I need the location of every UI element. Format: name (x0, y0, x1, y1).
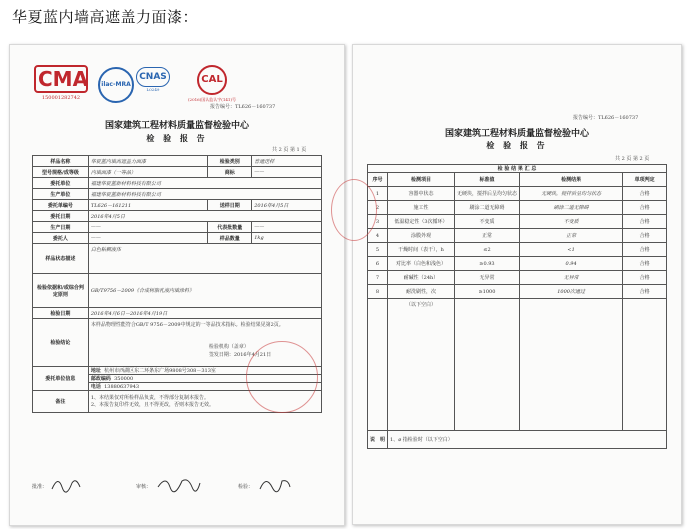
table-row (33, 167, 322, 178)
form-value: —— (88, 222, 207, 233)
report-title: 国家建筑工程材料质量监督检验中心 (104, 121, 249, 131)
table-cell: ≤2 (454, 243, 519, 257)
table-row (33, 189, 322, 200)
table-cell: 刷涂二道无障碍 (454, 201, 519, 215)
seam-seal-stamp (331, 179, 377, 241)
report-page-1[interactable] (9, 44, 345, 526)
form-label: 生产单位 (33, 189, 89, 200)
column-header: 检测项目 (388, 173, 455, 187)
form-label: 委托单位信息 (33, 367, 89, 391)
table-cell: 1 (368, 187, 388, 201)
table-cell: <1 (519, 243, 622, 257)
table-cell: 正常 (454, 229, 519, 243)
table-cell (368, 299, 388, 431)
table-cell: 正常 (519, 229, 622, 243)
reviewer-label: 审核： (136, 484, 152, 490)
table-cell (623, 299, 667, 431)
note-label: 说 明 (368, 431, 388, 449)
form-label: 检验日期 (33, 308, 89, 319)
table-row (33, 233, 322, 244)
report-subtitle: 检 验 报 告 (486, 140, 548, 150)
table-cell: 无异常 (454, 271, 519, 285)
table-cell (519, 299, 622, 431)
page-count: 共 2 页 第 1 页 (272, 147, 307, 153)
cal-logo-icon: CAL (2016)国认监认字(141)号 (184, 65, 240, 103)
table-cell: 耐碱性（24h） (388, 271, 455, 285)
table-cell: 对比率（白色和浅色） (388, 257, 455, 271)
table-row (368, 201, 667, 215)
table-row (368, 187, 667, 201)
form-value: 华夏蓝内墙高遮盖力面漆 (88, 156, 207, 167)
table-row (368, 229, 667, 243)
red-seal-stamp (246, 341, 318, 413)
form-label: 委托日期 (33, 211, 89, 222)
column-header: 标准值 (454, 173, 519, 187)
table-cell: ≥1000 (454, 285, 519, 299)
remark-line: 1、本结果仅对所检样品负责，不得部分复制本报告。 (90, 394, 210, 401)
table-cell: 合格 (623, 229, 667, 243)
table-cell: 干燥时间（表干），h (388, 243, 455, 257)
table-cell: 合格 (623, 187, 667, 201)
approver-label: 批准： (32, 484, 48, 490)
report-number: 报告编号：TL626－160737 (573, 115, 639, 121)
form-value: 内墙面漆（一等品） (88, 167, 207, 178)
table-row (368, 431, 667, 449)
table-cell: 合格 (623, 201, 667, 215)
tester-label: 检验： (238, 484, 254, 490)
remark-line: 2、本报告复印件无效，且不得更改，否则本报告无效。 (90, 401, 215, 408)
form-label: 委托单位 (33, 178, 89, 189)
table-row (368, 165, 667, 173)
form-value: 1kg (252, 233, 322, 244)
form-value: GB/T9756－2009《合成树脂乳液内墙涂料》 (88, 274, 321, 308)
table-cell: 2 (368, 201, 388, 215)
client-phone: 电话 13880637943 (88, 383, 321, 391)
column-header: 检测结果 (519, 173, 622, 187)
client-postcode: 邮政编码 350000 (88, 375, 321, 383)
table-row (368, 257, 667, 271)
table-row (368, 299, 667, 431)
table-cell: 涂膜外观 (388, 229, 455, 243)
report-number: 报告编号：TL626－160737 (210, 104, 276, 110)
table-header-row (368, 173, 667, 187)
column-header: 序号 (368, 173, 388, 187)
form-value: 2016年4月6日－2016年4月19日 (88, 308, 321, 319)
table-cell: 无硬块，搅拌后呈均匀状态 (454, 187, 519, 201)
table-cell: 合格 (623, 243, 667, 257)
table-cell: ≥0.93 (454, 257, 519, 271)
table-cell (454, 299, 519, 431)
form-value: 普通送样 (252, 156, 322, 167)
table-cell: 无异常 (519, 271, 622, 285)
form-label: 检验类别 (208, 156, 252, 167)
table-cell: 1000次通过 (519, 285, 622, 299)
conclusion-text: 本样品物理性能符合GB/T 9756－2009中规定的一等品技术指标。检验结果见第2页。 (90, 322, 284, 328)
form-value: 白色粘稠液体 (88, 244, 321, 274)
table-cell: 3 (368, 215, 388, 229)
form-label: 检验依据和/或综合判定原则 (33, 274, 89, 308)
table-row (33, 222, 322, 233)
report-page-2[interactable] (352, 44, 682, 525)
institution-seal-label: 检验机构（盖章） (208, 344, 249, 350)
table-cell: 容器中状态 (388, 187, 455, 201)
table-row (33, 274, 322, 308)
table-cell: 0.94 (519, 257, 622, 271)
table-cell: 合格 (623, 285, 667, 299)
form-label: 型号规格/成等级 (33, 167, 89, 178)
results-summary-table (367, 164, 667, 449)
form-label: 样品名称 (33, 156, 89, 167)
table-cell: 4 (368, 229, 388, 243)
table-row (368, 243, 667, 257)
table-cell: 无硬块，搅拌后呈均匀状态 (519, 187, 622, 201)
table-cell: 合格 (623, 271, 667, 285)
form-label: 送样日期 (208, 200, 252, 211)
issue-date: 签发日期：2016年4月21日 (208, 352, 272, 358)
table-row (33, 308, 322, 319)
form-value: 2016年4月5日 (88, 211, 321, 222)
form-value: 2016年4月5日 (252, 200, 322, 211)
cma-logo-icon: CMA 150001282742 (34, 65, 88, 101)
table-cell: 低温稳定性（3次循环） (388, 215, 455, 229)
ilac-mra-logo-icon: ilac-MRA (98, 67, 134, 103)
blank-remainder-note: （以下空白） (388, 299, 455, 431)
table-row (368, 271, 667, 285)
table-cell: 耐洗刷性，次 (388, 285, 455, 299)
form-label: 检验结论 (33, 319, 89, 367)
handwritten-signatures (48, 473, 328, 497)
table-row (33, 211, 322, 222)
table-cell: 合格 (623, 257, 667, 271)
form-label: 代表批数量 (208, 222, 252, 233)
client-address: 地址 杭州市西湖区东二环条东广场9808号308－313室 (88, 367, 321, 375)
table-cell: 8 (368, 285, 388, 299)
table-row (33, 244, 322, 274)
summary-header: 检 验 结 果 汇 总 (368, 165, 667, 173)
column-header: 单项判定 (623, 173, 667, 187)
form-label: 样品状态描述 (33, 244, 89, 274)
table-row (368, 285, 667, 299)
table-row (33, 178, 322, 189)
form-label: 商标 (208, 167, 252, 178)
form-label: 生产日期 (33, 222, 89, 233)
form-value: —— (252, 222, 322, 233)
table-row (33, 156, 322, 167)
form-value: —— (252, 167, 322, 178)
report-subtitle: 检 验 报 告 (146, 133, 208, 143)
table-cell: 不变质 (519, 215, 622, 229)
table-cell: 合格 (623, 215, 667, 229)
form-label: 委托单编号 (33, 200, 89, 211)
form-label: 委托人 (33, 233, 89, 244)
table-cell: 7 (368, 271, 388, 285)
form-value: 福建华夏蓝新材料科技有限公司 (88, 189, 321, 200)
table-row (33, 200, 322, 211)
form-value: TL626－161211 (88, 200, 207, 211)
page-heading: 华夏蓝内墙高遮盖力面漆： (12, 8, 199, 26)
page-count: 共 2 页 第 2 页 (615, 156, 650, 162)
note-text: 1、⌀ 指检验时（以下空白） (388, 431, 667, 449)
table-row (368, 215, 667, 229)
form-label: 样品数量 (208, 233, 252, 244)
table-cell: 施工性 (388, 201, 455, 215)
cnas-logo-icon: CNAS L0249 (136, 67, 170, 92)
table-cell: 6 (368, 257, 388, 271)
form-value: —— (88, 233, 207, 244)
table-cell: 刷涂二道无障碍 (519, 201, 622, 215)
form-label: 备注 (33, 391, 89, 413)
table-cell: 5 (368, 243, 388, 257)
report-title: 国家建筑工程材料质量监督检验中心 (444, 129, 589, 139)
table-cell: 不变质 (454, 215, 519, 229)
form-value: 福建华夏蓝新材料科技有限公司 (88, 178, 321, 189)
